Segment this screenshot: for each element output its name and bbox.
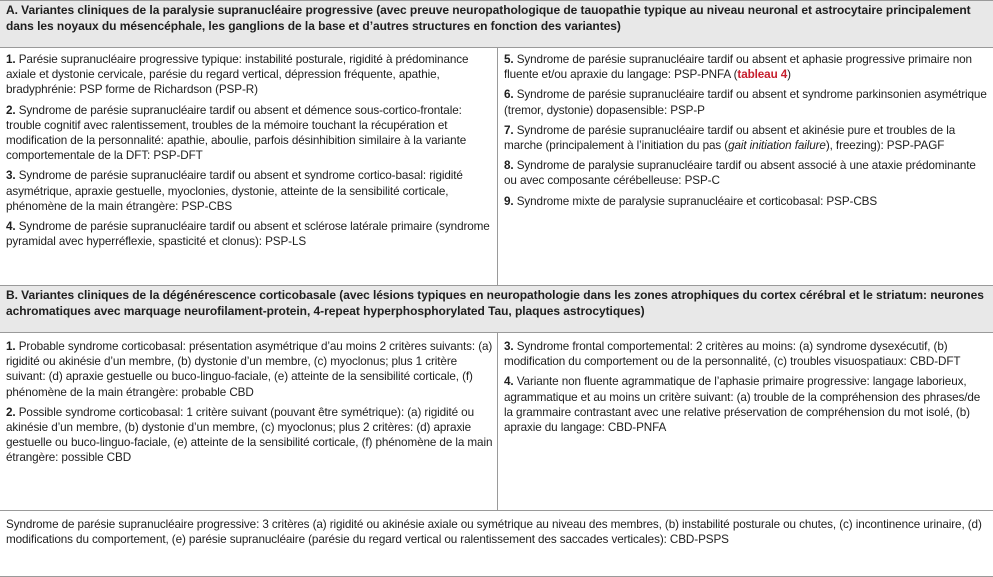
item-number: 7. (504, 123, 514, 137)
item-number: 5. (504, 53, 514, 66)
item-text: Syndrome de parésie supranucléaire tardif ou absent et aphasie progressive primaire non fluente et/ou apraxie du langage: PSP-PNFA ( (504, 53, 972, 82)
section-a-item-3 (6, 168, 493, 214)
item-text-after: ), freezing): PSP-PAGF (825, 139, 945, 153)
item-number: 2. (6, 405, 16, 419)
item-text: Possible syndrome corticobasal: 1 critère suivant (pouvant être symétrique): (a) rigidité ou akinésie d’un membre, (b) dystonie d’un membre, (c) myoclonus; plus 2 critères: (d) apraxie gestuelle ou buco-linguo-faciale, (e) atteinte de la sensibilité corticale, (f) phénomène de la main étrangère: possible CBD (6, 405, 493, 465)
item-number: 6. (504, 88, 514, 102)
section-a-item-8 (504, 158, 988, 188)
section-b-item-1 (6, 339, 493, 400)
footer-note: Syndrome de parésie supranucléaire progressive: 3 critères (a) rigidité ou akinésie axiale ou symétrique au niveau des membres, (b) instabilité posturale ou chutes, (c) incontinence urinaire, (d) modifications du comportement, (e) parésie supranucléaire (parésie du regard vertical ou ralentissement des saccades verticales): CBD-PSPS (0, 510, 993, 577)
section-a-column-divider (497, 48, 498, 285)
section-a-item-7 (504, 123, 988, 153)
item-number: 3. (504, 340, 514, 353)
item-text-after: ) (787, 68, 791, 82)
section-a-header: A. Variantes cliniques de la paralysie supranucléaire progressive (avec preuve neuropathologique de tauopathie typique au niveau neuronal et astrocytaire principalement dans les noyaux du mésencéphale, les ganglions de la base et d’autres structures en fonction des variantes) (0, 1, 993, 48)
item-text: Syndrome de parésie supranucléaire tardif ou absent et démence sous-cortico-frontale: trouble cognitif avec ralentissement, troubles de la mémoire touchant la récupération et modification de la personnalité: apathie, aboulie, parfois désinhibition similaire à la variante comportementale de la DFT: PSP-DFT (6, 103, 467, 163)
section-a-item-5 (504, 52, 988, 82)
tableau-4-link[interactable]: tableau 4 (737, 68, 788, 82)
section-b-column-divider (497, 333, 498, 510)
item-number: 4. (504, 375, 514, 389)
section-b-item-4 (504, 374, 988, 435)
section-b-item-3 (504, 339, 988, 369)
item-number: 1. (6, 53, 16, 66)
item-text: Syndrome de paralysie supranucléaire tardif ou absent associé à une ataxie prédominante ou avec composante cérébelleuse: PSP-C (504, 159, 976, 188)
item-number: 2. (6, 103, 16, 117)
item-number: 1. (6, 340, 16, 353)
item-number: 4. (6, 220, 16, 234)
item-text: Syndrome de parésie supranucléaire tardif ou absent et akinésie pure et troubles de la marche (principalement à l’initiation du pas ( (504, 123, 956, 153)
item-text: Syndrome de parésie supranucléaire tardif ou absent et syndrome parkinsonien asymétrique (tremor, dystonie) dopasensible: PSP-P (504, 88, 987, 117)
item-text: Syndrome de parésie supranucléaire tardif ou absent et syndrome cortico-basal: rigidité asymétrique, apraxie gestuelle, myoclonies, dystonie, atteinte de la sensibilité corticale, phénomène de la main étrangère: PSP-CBS (6, 169, 463, 213)
section-a-item-9 (504, 194, 988, 209)
section-a-item-4 (6, 219, 493, 249)
section-b-right-column (504, 339, 988, 440)
item-text: Variante non fluente agrammatique de l’aphasie primaire progressive: langage laborieux, agrammatique et au moins un critère suivant: (a) trouble de la compréhension des phrases/de la grammaire contrastant avec une relative préservation de compréhension du mot isolé, (b) apraxie du langage: CBD-PNFA (504, 375, 981, 435)
section-a-right-column (504, 52, 988, 214)
item-number: 8. (504, 159, 514, 173)
item-text-italic: gait initiation failure (728, 139, 826, 153)
section-a-item-6 (504, 87, 988, 117)
item-text: Parésie supranucléaire progressive typique: instabilité posturale, rigidité à prédominance axiale et dystonie cervicale, parésie du regard vertical, dépression fréquente, apathie, bradyphrénie: PSP forme de Richardson (PSP-R) (6, 53, 469, 97)
section-b-header: B. Variantes cliniques de la dégénérescence corticobasale (avec lésions typiques en neuropathologie dans les zones atrophiques du cortex cérébral et le striatum: neurones achromatiques avec marquage neurofilament-protein, 4-repeat hyperphosphorylated Tau, plaques astrocytiques) (0, 285, 993, 333)
item-text: Syndrome de parésie supranucléaire tardif ou absent et sclérose latérale primaire (syndrome pyramidal avec hyperréflexie, spasticité et clonus): PSP-LS (6, 220, 490, 249)
section-a-item-1 (6, 52, 493, 98)
section-a-item-2 (6, 103, 493, 164)
item-text: Syndrome mixte de paralysie supranucléaire et corticobasal: PSP-CBS (516, 194, 878, 208)
item-text: Probable syndrome corticobasal: présentation asymétrique d’au moins 2 critères suivants: (a) rigidité ou akinésie d’un membre, (b) dystonie d’un membre, (c) myoclonus; plus 1 critère suivant: (d) apraxie gestuelle ou buco-linguo-faciale, (e) atteinte de la sensibilité corticale, (f) phénomène de la main étrangère: probable CBD (6, 340, 493, 399)
item-text: Syndrome frontal comportemental: 2 critères au moins: (a) syndrome dysexécutif, (b) modification du comportement ou de la personnalité, (c) troubles visuospatiaux: CBD-DFT (504, 340, 961, 369)
item-number: 3. (6, 169, 16, 183)
section-a-left-column (6, 52, 493, 254)
section-b-left-column (6, 339, 493, 471)
section-b-item-2 (6, 405, 493, 466)
item-number: 9. (504, 194, 514, 208)
